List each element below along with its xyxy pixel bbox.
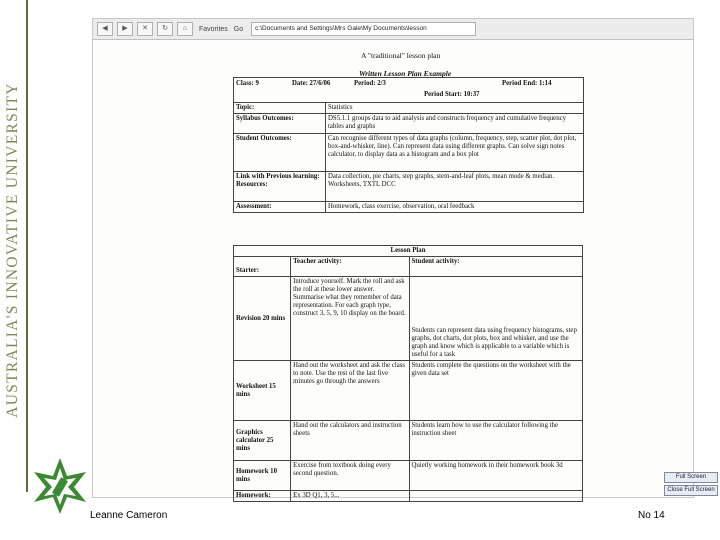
table-row — [234, 491, 583, 502]
plan-title: Lesson Plan — [234, 246, 583, 257]
row-label: Student Outcomes: — [234, 134, 326, 172]
brand-divider-line — [26, 0, 28, 492]
stage-label: Revision 20 mins — [234, 277, 291, 361]
document-title: A "traditional" lesson plan — [361, 51, 441, 60]
table-row — [234, 257, 583, 277]
refresh-icon[interactable]: ↻ — [157, 22, 173, 36]
forward-icon[interactable]: ▶ — [117, 22, 133, 36]
university-tagline — [2, 70, 24, 430]
table-row — [234, 361, 583, 421]
viewer-side-buttons — [664, 472, 718, 498]
stage-label: Graphics calculator 25 mins — [234, 421, 291, 461]
home-icon[interactable]: ⌂ — [177, 22, 193, 36]
teacher-activity: Introduce yourself. Mark the roll and ask the roll at these lower answer. Summarise what they remember of data representation. For each graph type, construct 3, 5, 9, 10 display on the board. — [291, 277, 409, 361]
row-label: Topic: — [234, 103, 326, 114]
document-viewer — [92, 18, 694, 498]
student-activity: Quietly working homework in their homework book 3d — [409, 461, 583, 491]
table-row — [234, 114, 584, 134]
row-value: Data collection, pie charts, step graphs, stem-and-leaf plots, mean mode & median. Worksheets, TXTL DCC — [326, 172, 584, 202]
table-row — [234, 277, 583, 361]
table-row — [234, 421, 583, 461]
row-label: Link with Previous learning: Resources: — [234, 172, 326, 202]
period-start-label: Period Start: 10:37 — [424, 91, 480, 98]
student-activity: Students learn how to use the calculator following the instruction sheet — [409, 421, 583, 461]
table-row — [234, 103, 584, 114]
row-value: Statistics — [326, 103, 584, 114]
class-label: Class: 9 — [236, 80, 259, 87]
table-row — [234, 461, 583, 491]
favorites-label[interactable]: Favorites — [199, 25, 228, 33]
period-end-label: Period End: 1:14 — [502, 80, 552, 87]
stage-label: Starter: — [234, 257, 291, 277]
student-activity: Students complete the questions on the worksheet with the given data set — [409, 361, 583, 421]
teacher-header: Teacher activity: — [291, 257, 409, 277]
period-label: Period: 2/3 — [354, 80, 386, 87]
student-activity — [409, 491, 583, 502]
teacher-activity: Exercise from textbook doing every second question. — [291, 461, 409, 491]
row-label: Assessment: — [234, 202, 326, 213]
slide-number: No 14 — [638, 510, 665, 521]
stage-label: Worksheet 15 mins — [234, 361, 291, 421]
left-brand-strip — [0, 0, 26, 490]
teacher-activity: Ex 3D Q1, 3, 5... — [291, 491, 409, 502]
stop-icon[interactable]: ✕ — [137, 22, 153, 36]
row-value: DS5.1.1 groups data to aid analysis and constructs frequency and cumulative frequency tables and graphs — [326, 114, 584, 134]
stage-label: Homework 10 mins — [234, 461, 291, 491]
go-label[interactable]: Go — [233, 25, 244, 33]
tagline-text: AUSTRALIA'S INNOVATIVE UNIVERSITY — [4, 82, 21, 418]
browser-toolbar — [93, 19, 693, 40]
close-full-screen-button[interactable]: Close Full Screen — [664, 485, 718, 496]
student-header: Student activity: — [409, 257, 583, 277]
full-screen-button[interactable]: Full Screen — [664, 472, 718, 483]
teacher-activity: Hand out the worksheet and ask the class to note. Use the rest of the last five minutes go through the answers — [291, 361, 409, 421]
back-icon[interactable]: ◀ — [97, 22, 113, 36]
date-label: Date: 27/6/06 — [292, 80, 331, 87]
plan-title-row — [234, 246, 583, 257]
row-value: Homework, class exercise, observation, oral feedback — [326, 202, 584, 213]
lesson-details-table — [233, 77, 584, 213]
lesson-plan-table — [233, 245, 583, 502]
presenter-name: Leanne Cameron — [90, 510, 168, 521]
teacher-activity: Hand out the calculators and instruction sheets — [291, 421, 409, 461]
document-subtitle: Written Lesson Plan Example — [359, 69, 452, 78]
stage-label: Homework: — [234, 491, 291, 502]
row-value: Can recognise different types of data graphs (column, frequency, step, scatter plot, dot plot, box-and-whisker, line). Can represent data using different graphs. Can solve sign notes calculator, to display data as a histogram and a box plot — [326, 134, 584, 172]
table-row — [234, 202, 584, 213]
table-row — [234, 172, 584, 202]
row-label: Syllabus Outcomes: — [234, 114, 326, 134]
address-bar[interactable]: c:\Documents and Settings\Mrs Gale\My Documents\lesson — [251, 22, 476, 36]
student-activity: Students can represent data using frequency histograms, step graphs, dot charts, dot plots, box and whisker, and use the graph and know which is applicable to a variable which is useful for a task — [409, 277, 583, 361]
lesson-plan-page — [231, 47, 583, 497]
table-row — [234, 134, 584, 172]
header-row — [234, 78, 584, 103]
star-logo-icon — [30, 456, 90, 516]
